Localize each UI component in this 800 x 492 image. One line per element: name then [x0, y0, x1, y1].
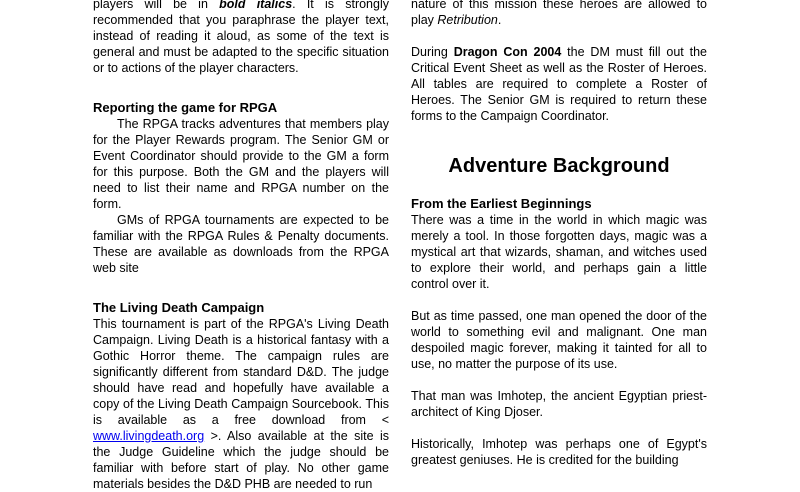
campaign-text-start: This tournament is part of the RPGA's Living Death Campaign. Living Death is a historical fantasy with a Gothic Horror theme. The campaign rules are significantly different from standard D&D. The judge should have read and hopefully have available a copy of the Living Death Campaign Sourcebook. This is available as a free download from <: [93, 317, 389, 427]
rpga-paragraph-1: The RPGA tracks adventures that members play for the Player Rewards program. The Senior GM or Event Coordinator should provide to the GM a form for this purpose. Both the GM and the players will need to list their name and RPGA number on the form.: [93, 117, 389, 211]
right-column: [411, 0, 707, 468]
livingdeath-link[interactable]: www.livingdeath.org: [93, 429, 205, 443]
rpga-heading: Reporting the game for RPGA: [93, 100, 278, 115]
dragoncon-paragraph: [411, 44, 707, 124]
intro-paragraph: [93, 0, 389, 76]
background-paragraph-3: That man was Imhotep, the ancient Egyptian priest-architect of King Djoser.: [411, 389, 707, 419]
campaign-text-end: >. Also available at the site is the Judge Guideline which the judge should be familiar with before start of play. No other game materials besides the D&D PHB are needed to run: [93, 429, 389, 491]
earliest-beginnings-subheading: From the Earliest Beginnings: [411, 196, 592, 211]
background-paragraph-1: There was a time in the world in which magic was merely a tool. In those forgotten days, magic was a mystical art that wizards, shaman, and witches used to explore their world, and perhaps gain a little control over it.: [411, 213, 707, 291]
retribution-text: nature of this mission these heroes are allowed to play: [411, 0, 707, 27]
campaign-heading: The Living Death Campaign: [93, 300, 265, 315]
retribution-italic: Retribution: [437, 13, 498, 27]
intro-text-end: . It is strongly recommended that you paraphrase the player text, instead of reading it aloud, as some of the text is general and must be adapted to the specific situation or to actions of the player characters.: [93, 0, 389, 75]
intro-text-start: players will be in: [93, 0, 220, 11]
rpga-paragraph-2: GMs of RPGA tournaments are expected to be familiar with the RPGA Rules & Penalty documents. These are available as downloads from the RPGA web site: [93, 213, 389, 275]
dragoncon-text-start: During: [411, 45, 454, 59]
retribution-paragraph: [411, 0, 707, 28]
background-paragraph-4: Historically, Imhotep was perhaps one of Egypt's greatest geniuses. He is credited for the building: [411, 437, 707, 467]
retribution-period: .: [497, 13, 502, 27]
adventure-background-heading: Adventure Background: [448, 155, 670, 177]
left-column: [93, 0, 389, 492]
dragoncon-text-end: the DM must fill out the Critical Event Sheet as well as the Roster of Heroes. All tables are required to complete a Roster of Heroes. The Senior GM is required to return these forms to the Campaign Coordinator.: [411, 45, 707, 123]
intro-bold-italic: bold italics: [219, 0, 293, 11]
background-paragraph-2: But as time passed, one man opened the door of the world to something evil and malignant. One man despoiled magic forever, making it tainted for all to use, no matter the purpose of its use.: [411, 309, 707, 371]
dragoncon-bold: Dragon Con 2004: [453, 45, 562, 59]
campaign-paragraph: [93, 316, 389, 492]
